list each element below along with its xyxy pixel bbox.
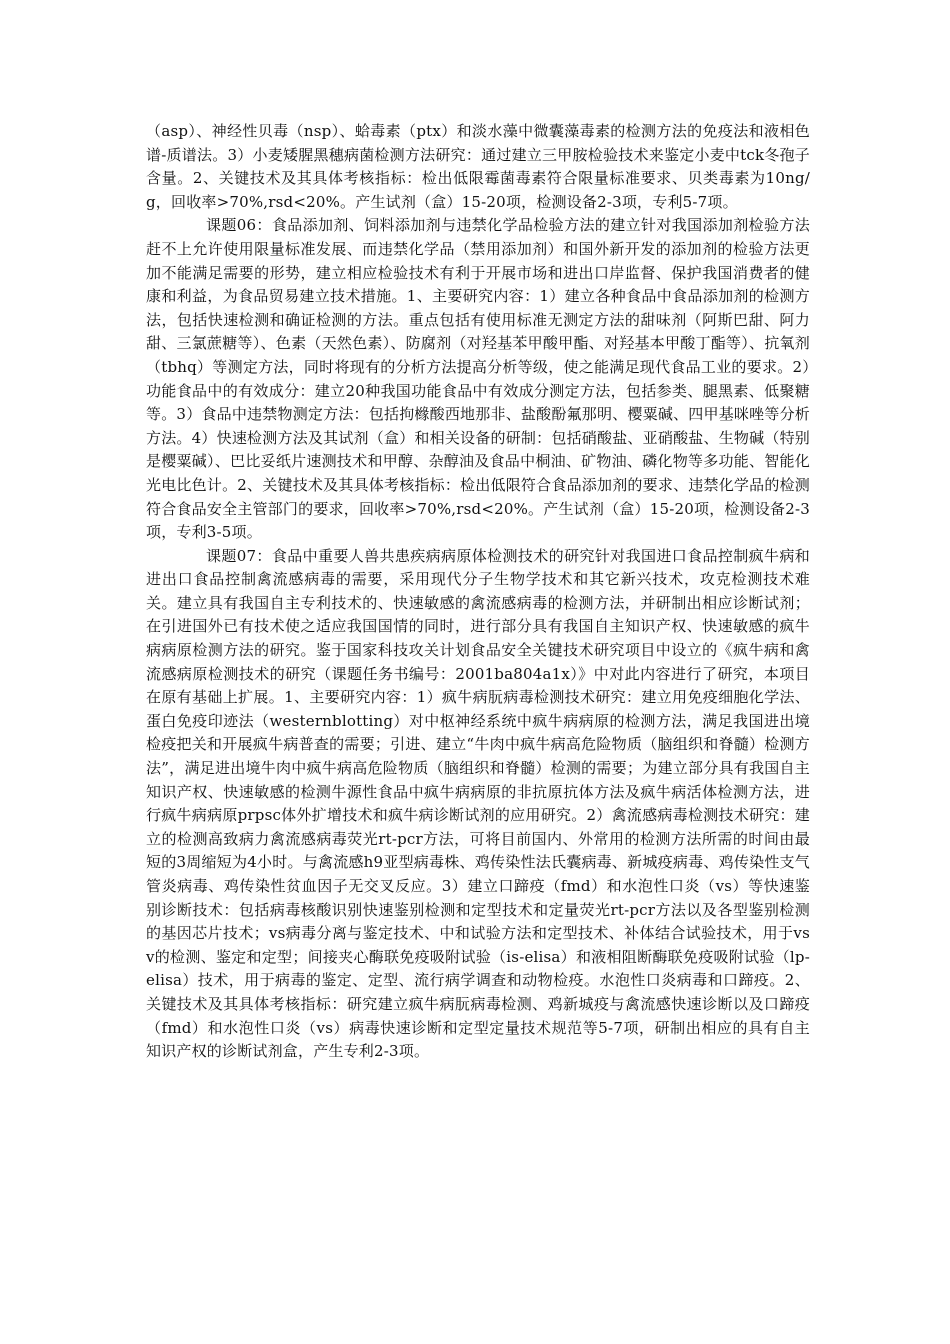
paragraph-continuation: （asp）、神经性贝毒（nsp）、蛤毒素（ptx）和淡水藻中微囊藻毒素的检测方法的免疫法和液相色谱-质谱法。3）小麦矮腥黑穗病菌检测方法研究：通过建立三甲胺检验技术来鉴定小麦中tck冬孢子含量。2、关键技术及其具体考核指标：检出低限霉菌毒素符合限量标准要求、贝类毒素为10ng/g，回收率>70%,rsd<20%。产生试剂（盒）15-20项，检测设备2-3项，专利5-7项。 <box>146 122 810 211</box>
paragraph-topic-06: 课题06：食品添加剂、饲料添加剂与违禁化学品检验方法的建立针对我国添加剂检验方法赶不上允许使用限量标准发展、而违禁化学品（禁用添加剂）和国外新开发的添加剂的检验方法更加不能满足需要的形势，建立相应检验技术有利于开展市场和进出口岸监督、保护我国消费者的健康和利益，为食品贸易建立技术措施。1、主要研究内容：1）建立各种食品中食品添加剂的检测方法，包括快速检测和确证检测的方法。重点包括有使用标准无测定方法的甜味剂（阿斯巴甜、阿力甜、三氯蔗糖等）、色素（天然色素）、防腐剂（对羟基苯甲酸甲酯、对羟基本甲酸丁酯等）、抗氧剂（tbhq）等测定方法，同时将现有的分析方法提高分析等级，使之能满足现代食品工业的要求。2）功能食品中的有效成分：建立20种我国功能食品中有效成分测定方法，包括参类、腿黑素、低聚糖等。3）食品中违禁物测定方法：包括拘橼酸西地那非、盐酸酚氟那明、樱粟碱、四甲基咪唑等分析方法。4）快速检测方法及其试剂（盒）和相关设备的研制：包括硝酸盐、亚硝酸盐、生物碱（特别是樱粟碱）、巴比妥纸片速测技术和甲醇、杂醇油及食品中桐油、矿物油、磷化物等多功能、智能化光电比色计。2、关键技术及其具体考核指标：检出低限符合食品添加剂的要求、违禁化学品的检测符合食品安全主管部门的要求，回收率>70%,rsd<20%。产生试剂（盒）15-20项，检测设备2-3项，专利3-5项。 <box>146 216 810 542</box>
paragraph-topic-07: 课题07：食品中重要人兽共患疾病病原体检测技术的研究针对我国进口食品控制疯牛病和进出口食品控制禽流感病毒的需要，采用现代分子生物学技术和其它新兴技术，攻克检测技术难关。建立具有我国自主专利技术的、快速敏感的禽流感病毒的检测方法，并研制出相应诊断试剂；在引进国外已有技术使之适应我国国情的同时，进行部分具有我国自主知识产权、快速敏感的疯牛病病原检测方法的研究。鉴于国家科技攻关计划食品安全关键技术研究项目中设立的《疯牛病和禽流感病原检测技术的研究（课题任务书编号：2001ba804a1x）》中对此内容进行了研究，本项目在原有基础上扩展。1、主要研究内容：1）疯牛病朊病毒检测技术研究：建立用免疫细胞化学法、蛋白免疫印迹法（westernblotting）对中枢神经系统中疯牛病病原的检测方法，满足我国进出境检疫把关和开展疯牛病普查的需要；引进、建立“牛肉中疯牛病高危险物质（脑组织和脊髓）检测方法”，满足进出境牛肉中疯牛病高危险物质（脑组织和脊髓）检测的需要；为建立部分具有我国自主知识产权、快速敏感的检测牛源性食品中疯牛病病原的非抗原抗体方法及疯牛病活体检测方法，进行疯牛病病原prpsc体外扩增技术和疯牛病诊断试剂的应用研究。2）禽流感病毒检测技术研究：建立的检测高致病力禽流感病毒荧光rt-pcr方法，可将目前国内、外常用的检测方法所需的时间由最短的3周缩短为4小时。与禽流感h9亚型病毒株、鸡传染性法氏囊病毒、新城疫病毒、鸡传染性支气管炎病毒、鸡传染性贫血因子无交叉反应。3）建立口蹄疫（fmd）和水泡性口炎（vs）等快速鉴别诊断技术：包括病毒核酸识别快速鉴别检测和定型技术和定量荧光rt-pcr方法以及各型鉴别检测的基因芯片技术；vs病毒分离与鉴定技术、中和试验方法和定型技术、补体结合试验技术，用于vsv的检测、鉴定和定型；间接夹心酶联免疫吸附试验（is-elisa）和液相阻断酶联免疫吸附试验（lp-elisa）技术，用于病毒的鉴定、定型、流行病学调查和动物检疫。水泡性口炎病毒和口蹄疫。2、关键技术及其具体考核指标：研究建立疯牛病朊病毒检测、鸡新城疫与禽流感快速诊断以及口蹄疫（fmd）和水泡性口炎（vs）病毒快速诊断和定型定量技术规范等5-7项，研制出相应的具有自主知识产权的诊断试剂盒，产生专利2-3项。 <box>146 546 810 1061</box>
document-body <box>146 120 810 1064</box>
